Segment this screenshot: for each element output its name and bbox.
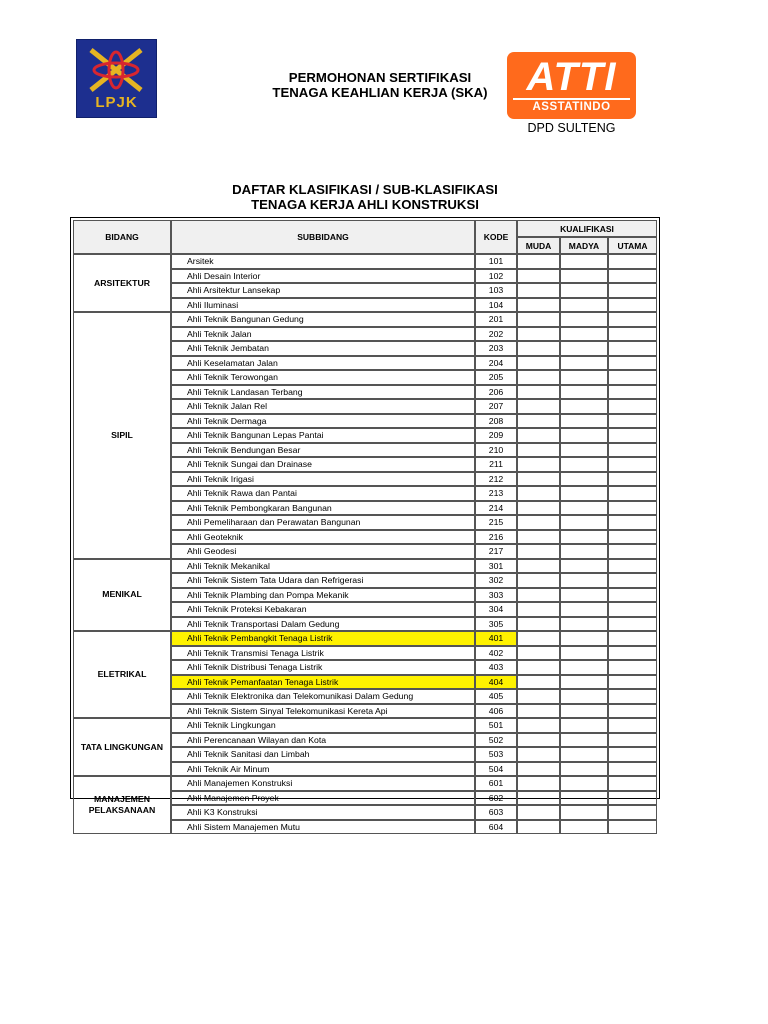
muda-checkbox-cell[interactable] bbox=[517, 530, 560, 545]
muda-checkbox-cell[interactable] bbox=[517, 733, 560, 748]
kode-cell: 404 bbox=[475, 675, 517, 690]
kode-cell: 406 bbox=[475, 704, 517, 719]
madya-checkbox-cell[interactable] bbox=[560, 501, 608, 516]
utama-checkbox-cell[interactable] bbox=[608, 776, 657, 791]
utama-checkbox-cell[interactable] bbox=[608, 472, 657, 487]
muda-checkbox-cell[interactable] bbox=[517, 617, 560, 632]
utama-checkbox-cell[interactable] bbox=[608, 631, 657, 646]
utama-checkbox-cell[interactable] bbox=[608, 544, 657, 559]
list-title-line1: DAFTAR KLASIFIKASI / SUB-KLASIFIKASI bbox=[232, 182, 498, 197]
muda-checkbox-cell[interactable] bbox=[517, 704, 560, 719]
muda-checkbox-cell[interactable] bbox=[517, 646, 560, 661]
subbidang-cell: Ahli Teknik Bangunan Lepas Pantai bbox=[171, 428, 475, 443]
madya-checkbox-cell[interactable] bbox=[560, 486, 608, 501]
subbidang-cell: Ahli Keselamatan Jalan bbox=[171, 356, 475, 371]
list-title bbox=[210, 182, 520, 212]
header-kode: KODE bbox=[475, 220, 517, 254]
utama-checkbox-cell[interactable] bbox=[608, 689, 657, 704]
utama-checkbox-cell[interactable] bbox=[608, 791, 657, 806]
subbidang-cell: Ahli Geoteknik bbox=[171, 530, 475, 545]
muda-checkbox-cell[interactable] bbox=[517, 573, 560, 588]
subbidang-cell: Ahli Teknik Jembatan bbox=[171, 341, 475, 356]
classification-table bbox=[73, 220, 657, 834]
madya-checkbox-cell[interactable] bbox=[560, 356, 608, 371]
muda-checkbox-cell[interactable] bbox=[517, 399, 560, 414]
muda-checkbox-cell[interactable] bbox=[517, 559, 560, 574]
utama-checkbox-cell[interactable] bbox=[608, 254, 657, 269]
kode-cell: 210 bbox=[475, 443, 517, 458]
madya-checkbox-cell[interactable] bbox=[560, 327, 608, 342]
utama-checkbox-cell[interactable] bbox=[608, 443, 657, 458]
lpjk-logo bbox=[76, 39, 157, 118]
utama-checkbox-cell[interactable] bbox=[608, 733, 657, 748]
muda-checkbox-cell[interactable] bbox=[517, 269, 560, 284]
header-muda: MUDA bbox=[517, 237, 560, 254]
subbidang-cell: Ahli Teknik Pembangkit Tenaga Listrik bbox=[171, 631, 475, 646]
muda-checkbox-cell[interactable] bbox=[517, 341, 560, 356]
muda-checkbox-cell[interactable] bbox=[517, 660, 560, 675]
utama-checkbox-cell[interactable] bbox=[608, 457, 657, 472]
utama-checkbox-cell[interactable] bbox=[608, 747, 657, 762]
madya-checkbox-cell[interactable] bbox=[560, 762, 608, 777]
kode-cell: 101 bbox=[475, 254, 517, 269]
utama-checkbox-cell[interactable] bbox=[608, 269, 657, 284]
kode-cell: 104 bbox=[475, 298, 517, 313]
utama-checkbox-cell[interactable] bbox=[608, 327, 657, 342]
utama-checkbox-cell[interactable] bbox=[608, 617, 657, 632]
utama-checkbox-cell[interactable] bbox=[608, 762, 657, 777]
subbidang-cell: Ahli Teknik Elektronika dan Telekomunikasi Dalam Gedung bbox=[171, 689, 475, 704]
kode-cell: 103 bbox=[475, 283, 517, 298]
madya-checkbox-cell[interactable] bbox=[560, 559, 608, 574]
utama-checkbox-cell[interactable] bbox=[608, 675, 657, 690]
table-row bbox=[73, 312, 657, 327]
table-row bbox=[73, 559, 657, 574]
kode-cell: 206 bbox=[475, 385, 517, 400]
madya-checkbox-cell[interactable] bbox=[560, 588, 608, 603]
madya-checkbox-cell[interactable] bbox=[560, 820, 608, 835]
madya-checkbox-cell[interactable] bbox=[560, 530, 608, 545]
bidang-cell: TATA LINGKUNGAN bbox=[73, 718, 171, 776]
subbidang-cell: Ahli Sistem Manajemen Mutu bbox=[171, 820, 475, 835]
utama-checkbox-cell[interactable] bbox=[608, 805, 657, 820]
madya-checkbox-cell[interactable] bbox=[560, 399, 608, 414]
subbidang-cell: Ahli Teknik Landasan Terbang bbox=[171, 385, 475, 400]
utama-checkbox-cell[interactable] bbox=[608, 356, 657, 371]
subbidang-cell: Ahli Teknik Bangunan Gedung bbox=[171, 312, 475, 327]
subbidang-cell: Ahli Teknik Pembongkaran Bangunan bbox=[171, 501, 475, 516]
table-row bbox=[73, 776, 657, 791]
muda-checkbox-cell[interactable] bbox=[517, 457, 560, 472]
utama-checkbox-cell[interactable] bbox=[608, 428, 657, 443]
table-row bbox=[73, 254, 657, 269]
bidang-cell: SIPIL bbox=[73, 312, 171, 559]
madya-checkbox-cell[interactable] bbox=[560, 776, 608, 791]
subbidang-cell: Ahli Perencanaan Wilayan dan Kota bbox=[171, 733, 475, 748]
kode-cell: 204 bbox=[475, 356, 517, 371]
bidang-cell: MENIKAL bbox=[73, 559, 171, 632]
madya-checkbox-cell[interactable] bbox=[560, 341, 608, 356]
kode-cell: 215 bbox=[475, 515, 517, 530]
muda-checkbox-cell[interactable] bbox=[517, 385, 560, 400]
subbidang-cell: Ahli Teknik Sistem Tata Udara dan Refrigerasi bbox=[171, 573, 475, 588]
muda-checkbox-cell[interactable] bbox=[517, 544, 560, 559]
kode-cell: 209 bbox=[475, 428, 517, 443]
madya-checkbox-cell[interactable] bbox=[560, 312, 608, 327]
kode-cell: 202 bbox=[475, 327, 517, 342]
list-title-line2: TENAGA KERJA AHLI KONSTRUKSI bbox=[251, 197, 479, 212]
subbidang-cell: Ahli K3 Konstruksi bbox=[171, 805, 475, 820]
subbidang-cell: Ahli Teknik Lingkungan bbox=[171, 718, 475, 733]
kode-cell: 503 bbox=[475, 747, 517, 762]
utama-checkbox-cell[interactable] bbox=[608, 341, 657, 356]
kode-cell: 212 bbox=[475, 472, 517, 487]
utama-checkbox-cell[interactable] bbox=[608, 283, 657, 298]
subbidang-cell: Ahli Teknik Jalan bbox=[171, 327, 475, 342]
kode-cell: 405 bbox=[475, 689, 517, 704]
subbidang-cell: Ahli Teknik Transmisi Tenaga Listrik bbox=[171, 646, 475, 661]
subbidang-cell: Ahli Desain Interior bbox=[171, 269, 475, 284]
muda-checkbox-cell[interactable] bbox=[517, 602, 560, 617]
madya-checkbox-cell[interactable] bbox=[560, 646, 608, 661]
utama-checkbox-cell[interactable] bbox=[608, 588, 657, 603]
kode-cell: 207 bbox=[475, 399, 517, 414]
kode-cell: 305 bbox=[475, 617, 517, 632]
kode-cell: 102 bbox=[475, 269, 517, 284]
kode-cell: 213 bbox=[475, 486, 517, 501]
madya-checkbox-cell[interactable] bbox=[560, 385, 608, 400]
muda-checkbox-cell[interactable] bbox=[517, 356, 560, 371]
kode-cell: 214 bbox=[475, 501, 517, 516]
muda-checkbox-cell[interactable] bbox=[517, 747, 560, 762]
subbidang-cell: Ahli Teknik Proteksi Kebakaran bbox=[171, 602, 475, 617]
lpjk-logo-text: LPJK bbox=[95, 94, 138, 111]
atti-logo bbox=[507, 52, 636, 119]
utama-checkbox-cell[interactable] bbox=[608, 660, 657, 675]
kode-cell: 302 bbox=[475, 573, 517, 588]
form-title-line1: PERMOHONAN SERTIFIKASI bbox=[288, 70, 472, 85]
muda-checkbox-cell[interactable] bbox=[517, 675, 560, 690]
muda-checkbox-cell[interactable] bbox=[517, 718, 560, 733]
utama-checkbox-cell[interactable] bbox=[608, 515, 657, 530]
muda-checkbox-cell[interactable] bbox=[517, 515, 560, 530]
utama-checkbox-cell[interactable] bbox=[608, 414, 657, 429]
subbidang-cell: Ahli Teknik Dermaga bbox=[171, 414, 475, 429]
header-bidang: BIDANG bbox=[73, 220, 171, 254]
kode-cell: 211 bbox=[475, 457, 517, 472]
kode-cell: 201 bbox=[475, 312, 517, 327]
subbidang-cell: Ahli Teknik Distribusi Tenaga Listrik bbox=[171, 660, 475, 675]
subbidang-cell: Ahli Manajemen Konstruksi bbox=[171, 776, 475, 791]
lpjk-emblem-icon bbox=[77, 40, 156, 100]
utama-checkbox-cell[interactable] bbox=[608, 298, 657, 313]
madya-checkbox-cell[interactable] bbox=[560, 472, 608, 487]
utama-checkbox-cell[interactable] bbox=[608, 486, 657, 501]
muda-checkbox-cell[interactable] bbox=[517, 805, 560, 820]
muda-checkbox-cell[interactable] bbox=[517, 689, 560, 704]
subbidang-cell: Arsitek bbox=[171, 254, 475, 269]
subbidang-cell: Ahli Teknik Pemanfaatan Tenaga Listrik bbox=[171, 675, 475, 690]
subbidang-cell: Ahli Teknik Sungai dan Drainase bbox=[171, 457, 475, 472]
muda-checkbox-cell[interactable] bbox=[517, 283, 560, 298]
madya-checkbox-cell[interactable] bbox=[560, 283, 608, 298]
muda-checkbox-cell[interactable] bbox=[517, 486, 560, 501]
kode-cell: 502 bbox=[475, 733, 517, 748]
kode-cell: 401 bbox=[475, 631, 517, 646]
subbidang-cell: Ahli Manajemen Proyek bbox=[171, 791, 475, 806]
madya-checkbox-cell[interactable] bbox=[560, 298, 608, 313]
madya-checkbox-cell[interactable] bbox=[560, 805, 608, 820]
utama-checkbox-cell[interactable] bbox=[608, 385, 657, 400]
subbidang-cell: Ahli Teknik Bendungan Besar bbox=[171, 443, 475, 458]
classification-table-frame bbox=[70, 217, 660, 832]
header-madya: MADYA bbox=[560, 237, 608, 254]
kode-cell: 402 bbox=[475, 646, 517, 661]
utama-checkbox-cell[interactable] bbox=[608, 602, 657, 617]
muda-checkbox-cell[interactable] bbox=[517, 428, 560, 443]
madya-checkbox-cell[interactable] bbox=[560, 704, 608, 719]
madya-checkbox-cell[interactable] bbox=[560, 747, 608, 762]
header-subbidang: SUBBIDANG bbox=[171, 220, 475, 254]
muda-checkbox-cell[interactable] bbox=[517, 312, 560, 327]
header-kualifikasi: KUALIFIKASI bbox=[517, 220, 657, 237]
muda-checkbox-cell[interactable] bbox=[517, 254, 560, 269]
utama-checkbox-cell[interactable] bbox=[608, 501, 657, 516]
madya-checkbox-cell[interactable] bbox=[560, 631, 608, 646]
muda-checkbox-cell[interactable] bbox=[517, 762, 560, 777]
madya-checkbox-cell[interactable] bbox=[560, 573, 608, 588]
kode-cell: 304 bbox=[475, 602, 517, 617]
madya-checkbox-cell[interactable] bbox=[560, 254, 608, 269]
kode-cell: 205 bbox=[475, 370, 517, 385]
muda-checkbox-cell[interactable] bbox=[517, 443, 560, 458]
atti-logo-word: ATTI bbox=[526, 55, 617, 99]
atti-logo-sub: ASSTATINDO bbox=[513, 98, 630, 113]
kode-cell: 602 bbox=[475, 791, 517, 806]
muda-checkbox-cell[interactable] bbox=[517, 414, 560, 429]
madya-checkbox-cell[interactable] bbox=[560, 617, 608, 632]
dpd-label: DPD SULTENG bbox=[527, 121, 616, 135]
madya-checkbox-cell[interactable] bbox=[560, 718, 608, 733]
muda-checkbox-cell[interactable] bbox=[517, 631, 560, 646]
madya-checkbox-cell[interactable] bbox=[560, 457, 608, 472]
kode-cell: 208 bbox=[475, 414, 517, 429]
muda-checkbox-cell[interactable] bbox=[517, 791, 560, 806]
muda-checkbox-cell[interactable] bbox=[517, 588, 560, 603]
subbidang-cell: Ahli Teknik Sanitasi dan Limbah bbox=[171, 747, 475, 762]
table-body bbox=[73, 254, 657, 834]
subbidang-cell: Ahli Iluminasi bbox=[171, 298, 475, 313]
madya-checkbox-cell[interactable] bbox=[560, 443, 608, 458]
utama-checkbox-cell[interactable] bbox=[608, 573, 657, 588]
kode-cell: 601 bbox=[475, 776, 517, 791]
subbidang-cell: Ahli Teknik Rawa dan Pantai bbox=[171, 486, 475, 501]
kode-cell: 303 bbox=[475, 588, 517, 603]
kode-cell: 603 bbox=[475, 805, 517, 820]
madya-checkbox-cell[interactable] bbox=[560, 602, 608, 617]
kode-cell: 301 bbox=[475, 559, 517, 574]
madya-checkbox-cell[interactable] bbox=[560, 689, 608, 704]
kode-cell: 504 bbox=[475, 762, 517, 777]
subbidang-cell: Ahli Pemeliharaan dan Perawatan Bangunan bbox=[171, 515, 475, 530]
madya-checkbox-cell[interactable] bbox=[560, 733, 608, 748]
utama-checkbox-cell[interactable] bbox=[608, 530, 657, 545]
utama-checkbox-cell[interactable] bbox=[608, 399, 657, 414]
kode-cell: 216 bbox=[475, 530, 517, 545]
bidang-cell: ARSITEKTUR bbox=[73, 254, 171, 312]
subbidang-cell: Ahli Teknik Air Minum bbox=[171, 762, 475, 777]
header-utama: UTAMA bbox=[608, 237, 657, 254]
utama-checkbox-cell[interactable] bbox=[608, 820, 657, 835]
kode-cell: 217 bbox=[475, 544, 517, 559]
utama-checkbox-cell[interactable] bbox=[608, 718, 657, 733]
madya-checkbox-cell[interactable] bbox=[560, 544, 608, 559]
kode-cell: 501 bbox=[475, 718, 517, 733]
kode-cell: 203 bbox=[475, 341, 517, 356]
bidang-cell: ELETRIKAL bbox=[73, 631, 171, 718]
subbidang-cell: Ahli Teknik Terowongan bbox=[171, 370, 475, 385]
subbidang-cell: Ahli Teknik Irigasi bbox=[171, 472, 475, 487]
muda-checkbox-cell[interactable] bbox=[517, 298, 560, 313]
madya-checkbox-cell[interactable] bbox=[560, 370, 608, 385]
subbidang-cell: Ahli Teknik Plambing dan Pompa Mekanik bbox=[171, 588, 475, 603]
subbidang-cell: Ahli Teknik Mekanikal bbox=[171, 559, 475, 574]
utama-checkbox-cell[interactable] bbox=[608, 370, 657, 385]
form-title bbox=[235, 70, 525, 100]
subbidang-cell: Ahli Teknik Sistem Sinyal Telekomunikasi Kereta Api bbox=[171, 704, 475, 719]
kode-cell: 403 bbox=[475, 660, 517, 675]
form-title-line2: TENAGA KEAHLIAN KERJA (SKA) bbox=[272, 85, 488, 100]
muda-checkbox-cell[interactable] bbox=[517, 472, 560, 487]
utama-checkbox-cell[interactable] bbox=[608, 559, 657, 574]
madya-checkbox-cell[interactable] bbox=[560, 675, 608, 690]
table-row bbox=[73, 718, 657, 733]
madya-checkbox-cell[interactable] bbox=[560, 428, 608, 443]
utama-checkbox-cell[interactable] bbox=[608, 646, 657, 661]
muda-checkbox-cell[interactable] bbox=[517, 370, 560, 385]
madya-checkbox-cell[interactable] bbox=[560, 660, 608, 675]
utama-checkbox-cell[interactable] bbox=[608, 704, 657, 719]
subbidang-cell: Ahli Teknik Jalan Rel bbox=[171, 399, 475, 414]
madya-checkbox-cell[interactable] bbox=[560, 791, 608, 806]
kode-cell: 604 bbox=[475, 820, 517, 835]
muda-checkbox-cell[interactable] bbox=[517, 776, 560, 791]
bidang-cell: MANAJEMEN PELAKSANAAN bbox=[73, 776, 171, 834]
subbidang-cell: Ahli Geodesi bbox=[171, 544, 475, 559]
madya-checkbox-cell[interactable] bbox=[560, 515, 608, 530]
muda-checkbox-cell[interactable] bbox=[517, 327, 560, 342]
muda-checkbox-cell[interactable] bbox=[517, 501, 560, 516]
table-row bbox=[73, 631, 657, 646]
muda-checkbox-cell[interactable] bbox=[517, 820, 560, 835]
utama-checkbox-cell[interactable] bbox=[608, 312, 657, 327]
madya-checkbox-cell[interactable] bbox=[560, 269, 608, 284]
madya-checkbox-cell[interactable] bbox=[560, 414, 608, 429]
subbidang-cell: Ahli Teknik Transportasi Dalam Gedung bbox=[171, 617, 475, 632]
subbidang-cell: Ahli Arsitektur Lansekap bbox=[171, 283, 475, 298]
